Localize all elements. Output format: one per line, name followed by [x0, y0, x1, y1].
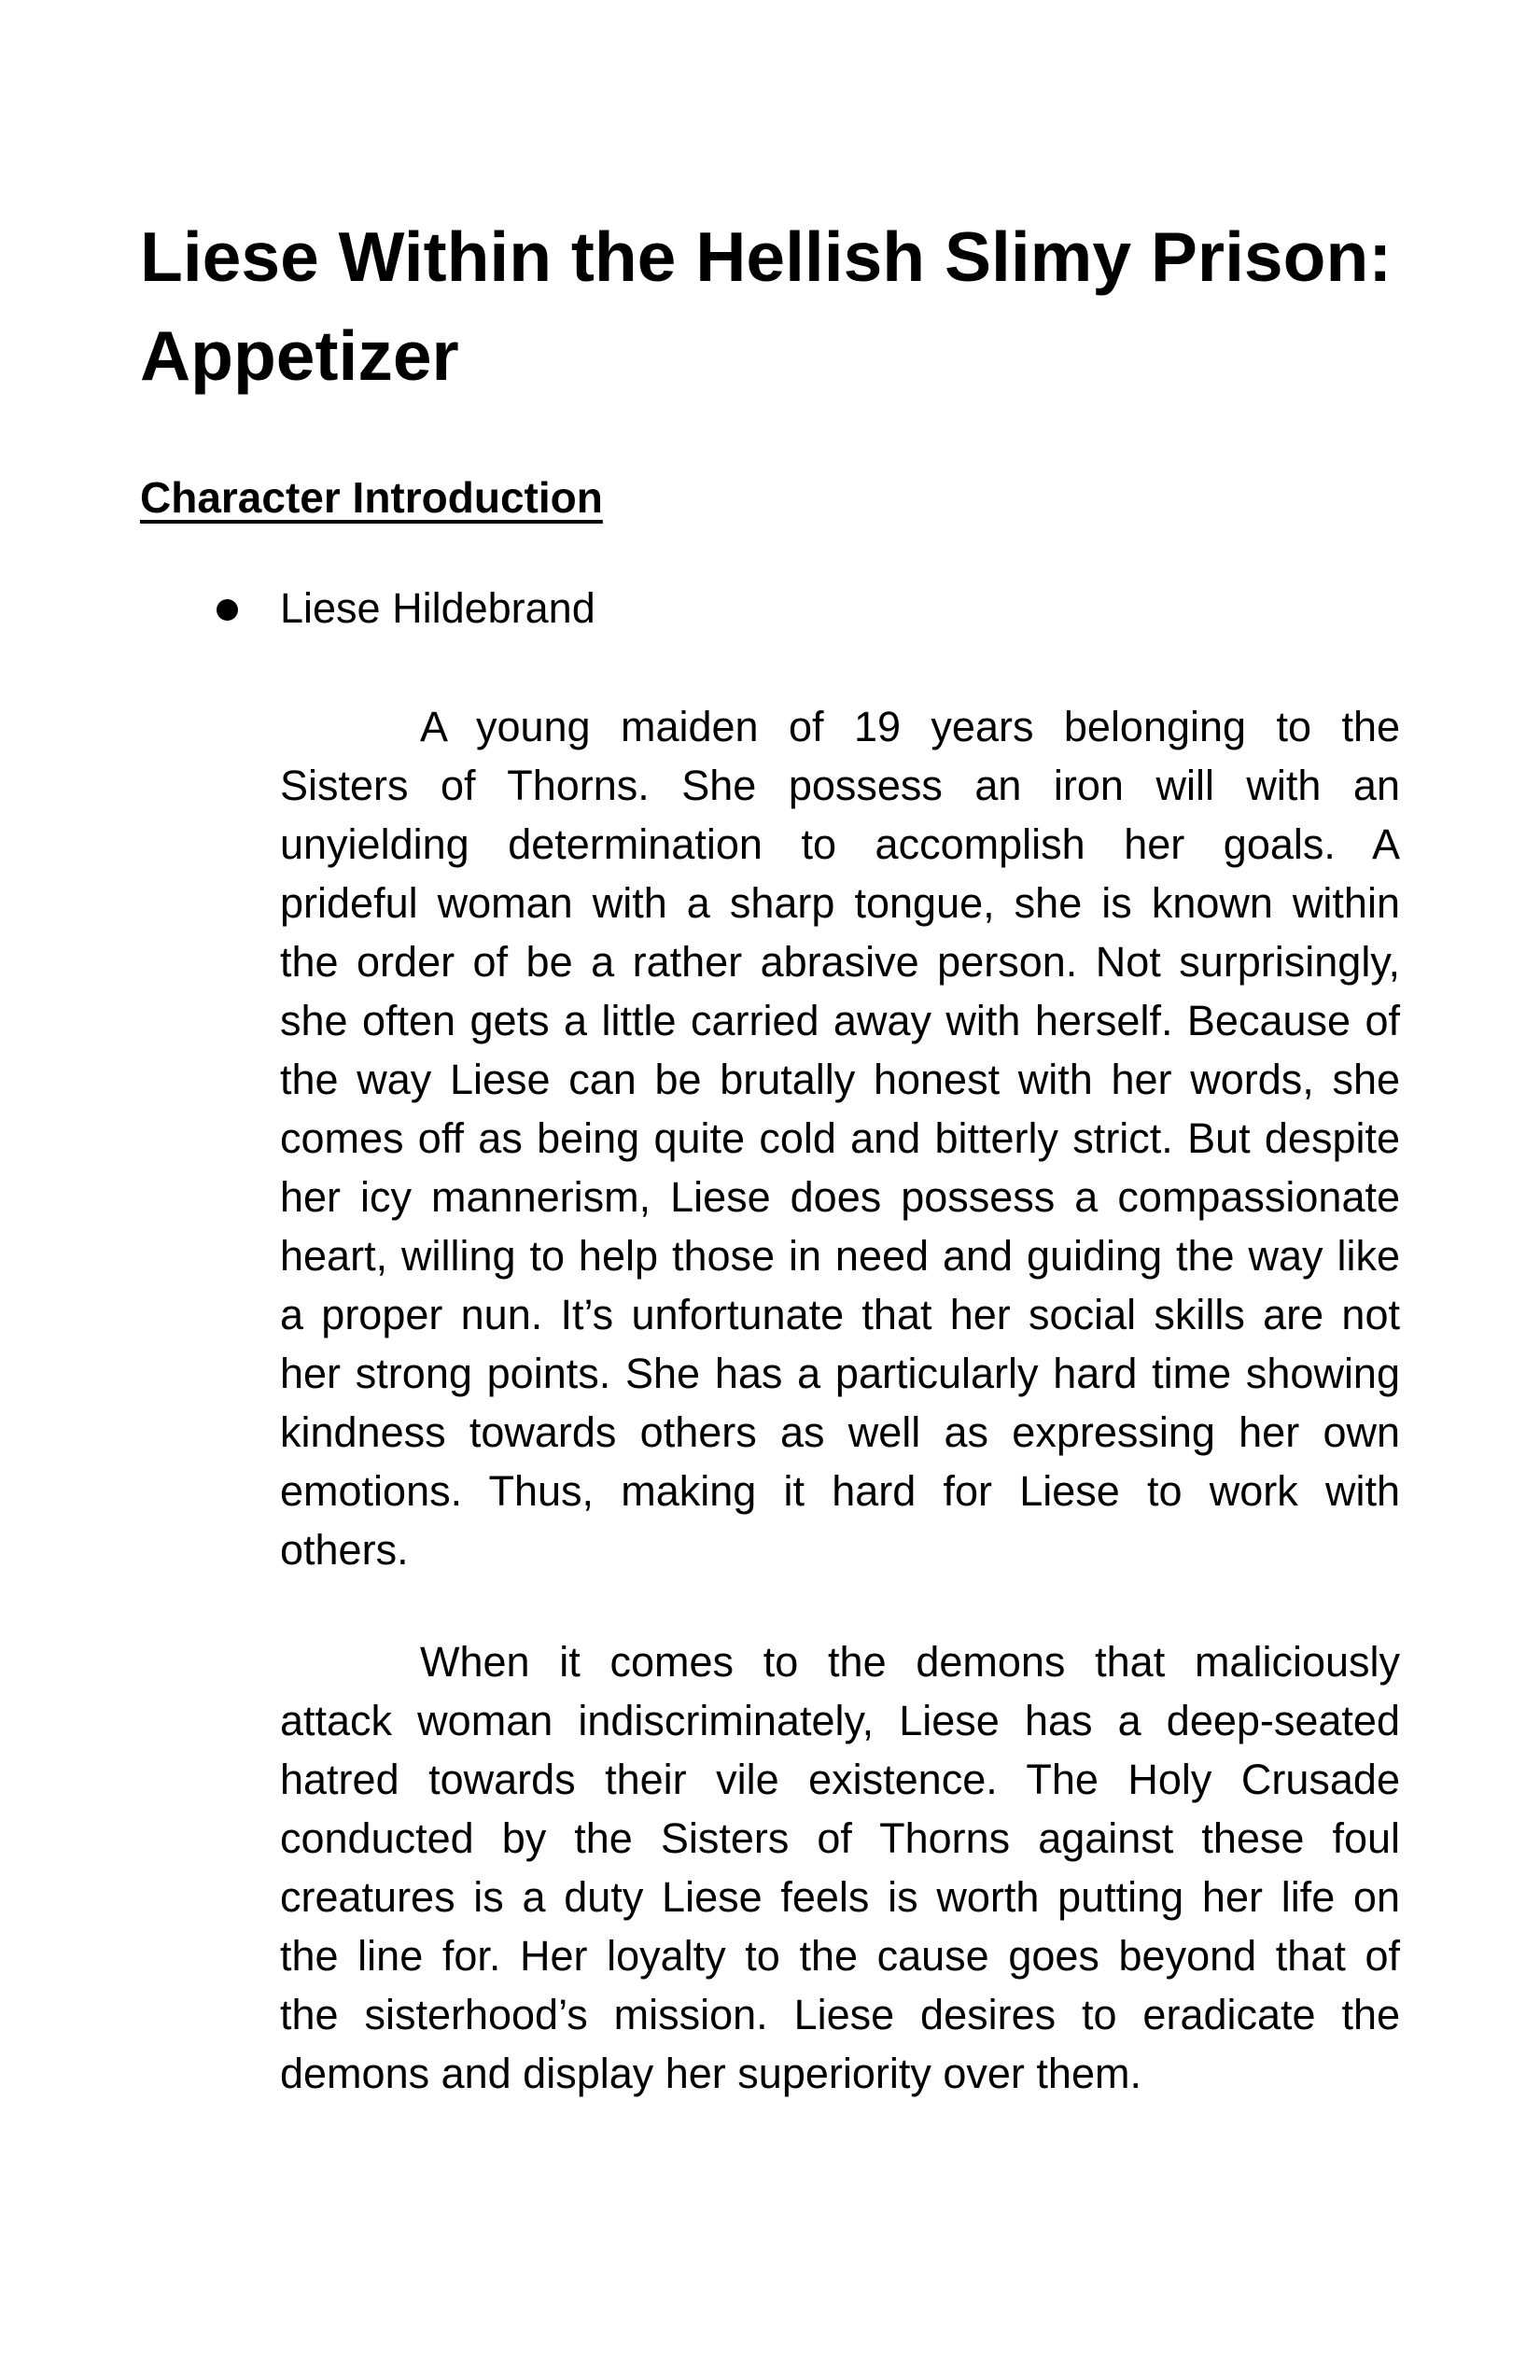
paragraph-line: hatred towards their vile existence. The Holy Crusade	[280, 1756, 1400, 1803]
paragraph-line: A young maiden of 19 years belonging to the	[420, 703, 1400, 750]
paragraph-line: demons and display her superiority over them.	[280, 2050, 1141, 2097]
character-list-item	[140, 579, 1400, 637]
paragraph-line: unyielding determination to accomplish her goals. A	[280, 820, 1400, 868]
paragraph-line: emotions. Thus, making it hard for Liese to work with	[280, 1467, 1400, 1515]
paragraph-line: comes off as being quite cold and bitterly strict. But despite	[280, 1114, 1400, 1162]
document-title	[140, 207, 1400, 405]
character-description-paragraph-1	[280, 697, 1400, 1579]
paragraph-line: attack woman indiscriminately, Liese has a deep-seated	[280, 1697, 1400, 1744]
paragraph-line: When it comes to the demons that maliciously	[420, 1638, 1400, 1686]
paragraph-line: the sisterhood’s mission. Liese desires to eradicate the	[280, 1991, 1400, 2038]
paragraph-line: prideful woman with a sharp tongue, she is known within	[280, 879, 1400, 927]
character-name: Liese Hildebrand	[280, 584, 595, 632]
paragraph-line: kindness towards others as well as expressing her own	[280, 1408, 1400, 1456]
paragraph-line: the line for. Her loyalty to the cause goes beyond that of	[280, 1932, 1400, 1980]
character-description-paragraph-2	[280, 1632, 1400, 2103]
paragraph-line: her icy mannerism, Liese does possess a compassionate	[280, 1173, 1400, 1221]
paragraph-line: Sisters of Thorns. She possess an iron will with an	[280, 762, 1400, 809]
paragraph-line: heart, willing to help those in need and guiding the way like	[280, 1232, 1400, 1280]
paragraph-line: conducted by the Sisters of Thorns against these foul	[280, 1814, 1400, 1862]
bullet-dot-icon	[217, 599, 238, 621]
paragraph-line: creatures is a duty Liese feels is worth putting her life on	[280, 1873, 1400, 1921]
document-title-line-1: Liese Within the Hellish Slimy Prison:	[140, 217, 1393, 296]
paragraph-line: the way Liese can be brutally honest with her words, she	[280, 1056, 1400, 1103]
paragraph-line: the order of be a rather abrasive person. Not surprisingly,	[280, 938, 1400, 986]
paragraph-line: her strong points. She has a particularly hard time showing	[280, 1350, 1400, 1397]
section-heading: Character Introduction	[140, 473, 603, 522]
paragraph-line: a proper nun. It’s unfortunate that her social skills are not	[280, 1291, 1400, 1338]
document-title-line-2: Appetizer	[140, 316, 459, 395]
paragraph-line: she often gets a little carried away with herself. Because of	[280, 997, 1400, 1044]
paragraph-line: others.	[280, 1526, 409, 1574]
